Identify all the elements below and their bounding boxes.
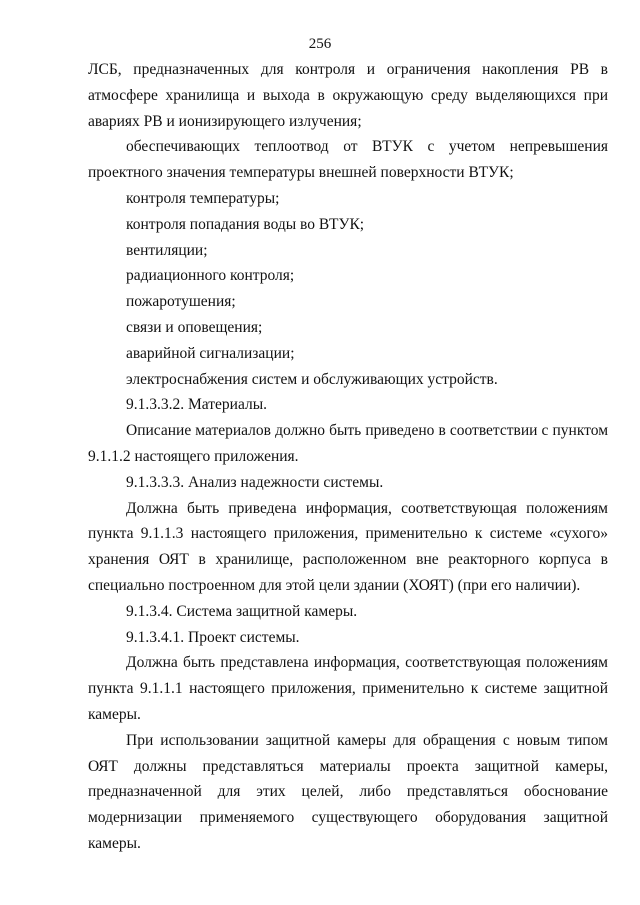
paragraph: При использовании защитной камеры для обращения с новым типом ОЯТ должны представляться материалы проекта защитной камеры, предназначенной для этих целей, либо представляться обоснование модернизации применяемого существующего оборудования защитной камеры. [88, 731, 608, 852]
document-body [88, 57, 608, 857]
paragraph: 9.1.3.4. Система защитной камеры. [126, 602, 358, 620]
paragraph: Должна быть представлена информация, соответствующая положениям пункта 9.1.1.1 настоящего приложения, применительно к системе защитной камеры. [88, 654, 608, 723]
paragraph: Описание материалов должно быть приведено в соответствии с пунктом 9.1.1.2 настоящего приложения. [88, 422, 608, 465]
paragraph: радиационного контроля; [126, 267, 295, 285]
paragraph: 9.1.3.3.2. Материалы. [126, 396, 267, 414]
paragraph: контроля температуры; [126, 189, 280, 207]
paragraph: вентиляции; [126, 241, 208, 259]
paragraph: контроля попадания воды во ВТУК; [126, 215, 365, 233]
paragraph: электроснабжения систем и обслуживающих устройств. [126, 370, 498, 388]
paragraph: связи и оповещения; [126, 318, 263, 336]
paragraph: пожаротушения; [126, 293, 236, 311]
paragraph: ЛСБ, предназначенных для контроля и ограничения накопления РВ в атмосфере хранилища и выхода в окружающую среду выделяющихся при авариях РВ и ионизирующего излучения; [88, 61, 608, 130]
paragraph: Должна быть приведена информация, соответствующая положениям пункта 9.1.1.3 настоящего приложения, применительно к системе «сухого» хранения ОЯТ в хранилище, расположенном вне реакторного корпуса в специально построенном для этой цели здании (ХОЯТ) (при его наличии). [88, 499, 608, 594]
paragraph: обеспечивающих теплоотвод от ВТУК с учетом непревышения проектного значения температуры внешней поверхности ВТУК; [88, 138, 608, 182]
paragraph: 9.1.3.3.3. Анализ надежности системы. [126, 473, 384, 491]
paragraph: аварийной сигнализации; [126, 344, 295, 362]
paragraph: 9.1.3.4.1. Проект системы. [126, 628, 300, 646]
page-number: 256 [308, 36, 332, 52]
